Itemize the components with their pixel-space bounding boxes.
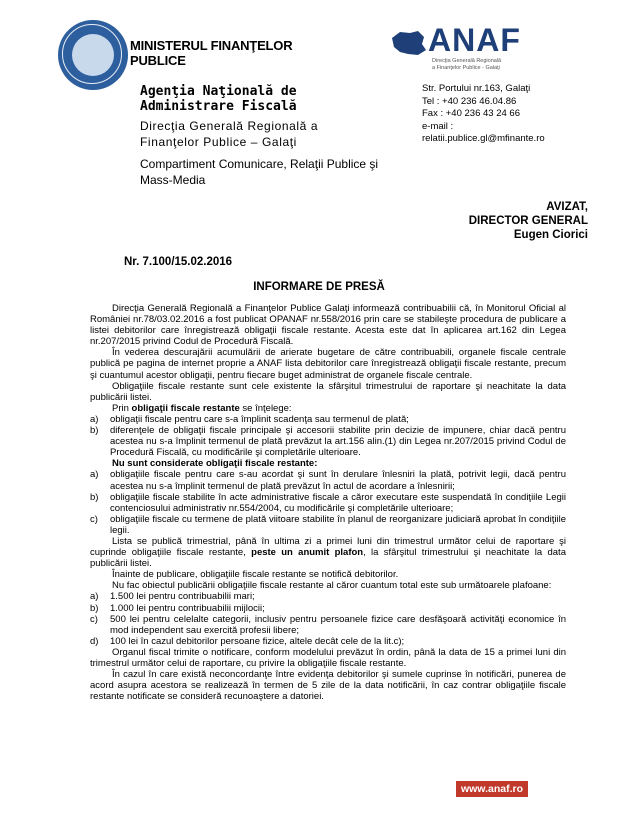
address-email[interactable]: relatii.publice.gl@mfinante.ro [422,133,545,144]
approval-block [428,200,588,242]
document-body [90,303,566,702]
agency-name [140,84,297,114]
ministry-seal-icon [58,20,128,90]
address-street: Str. Portului nr.163, Galaţi [422,83,531,94]
paragraph-3: Obligaţiile fiscale restante sunt cele existente la sfârşitul trimestrului de raportare şi neachitate la data publicării listei. [90,380,566,403]
list-thresholds [90,591,566,646]
paragraph-9: Organul fiscal trimite o notificare, conform modelului prevăzut în ordin, până la data de 15 a primei luni din trimestrul următor celui de raportare, cu privire la obligaţiile fiscale restante. [90,646,566,669]
direction-line-2: Finanţelor Publice – Galaţi [140,135,297,149]
address-phone: Tel : +40 236 46.04.86 [422,95,517,107]
address-email-label: e-mail : [422,120,454,132]
document-title: INFORMARE DE PRESĂ [253,281,385,293]
website-link[interactable]: www.anaf.ro [456,781,528,797]
list-item: b) obligaţiile fiscale stabilite în acte administrative fiscale a căror executare este suspendată în condiţiile Legii contenciosului administrativ nr.554/2004, cu modificările şi completările ulterioare; [90,491,566,514]
ministry-line-2: PUBLICE [130,53,186,68]
list-item: b) diferenţele de obligaţii fiscale principale şi accesorii stabilite prin decizie de impunere, chiar dacă pentru acestea nu s-a împlinit termenul de plată prevăzut la art.156 alin.(1) din Legea nr.207/2015 privind Codul de Procedură Fiscală, cu modificările şi completările ulterioare. [90,425,566,459]
list-exceptions [90,469,566,536]
anaf-subtitle-line-1: Direcţia Generală Regională [432,58,502,64]
list-item: a) obligaţiile fiscale pentru care s-au acordat şi sunt în derulare înlesniri la plată, potrivit legii, dacă pentru acestea nu s-a împlinit termenul de plată prevăzut în actul de acordare a înlesnirii; [90,469,566,492]
regional-direction [140,118,318,150]
paragraph-1: Direcţia Generală Regională a Finanţelor Publice Galaţi informează contribuabilii că, în Monitorul Oficial al României nr.78/03.02.2016 a fost publicat OPANAF nr.558/2016 prin care se stabileşte procedura de publicare a listei debitorilor care înregistrează obligaţii fiscale restante. Acesta este dat în aplicarea art.162 din Legea nr.207/2015 privind Codul de Procedură Fiscală. [90,303,566,348]
ministry-line-1: MINISTERUL FINANŢELOR [130,38,293,53]
anaf-logo-text: ANAF [428,22,521,58]
direction-line-1: Direcţia Generală Regională a [140,119,319,133]
list-item: a) 1.500 lei pentru contribuabilii mari; [90,591,255,603]
list-restante [90,414,566,458]
anaf-logo-subtitle [432,58,501,72]
paragraph-4: Prin obligaţii fiscale restante se înţelege: [112,402,292,414]
address-fax: Fax : +40 236 43 24 66 [422,108,520,119]
paragraph-6: Lista se publică trimestrial, până în ultima zi a primei luni din trimestrul următor celui de raportare şi cuprinde obligaţiile fiscale restante, peste un anumit plafon, la sfârşitul trimestrului şi neachitate la data publicării listei. [90,535,566,570]
approval-name: Eugen Ciorici [513,229,588,241]
paragraph-2: În vederea descurajării acumulării de arierate bugetare de către contribuabili, organele fiscale centrale publică pe pagina de internet proprie a ANAF lista debitorilor care înregistrează obligaţii fiscale restante, precum şi cuantumul acestor obligaţii, pentru fiecare buget administrat de organele fiscale centrale. [90,347,566,381]
paragraph-10: În cazul în care există neconcordanţe între evidenţa debitorilor şi sumele cuprinse în notificări, punerea de acord asupra acestora se realizează în termen de 5 zile de la data notificării, în caz contrar obligaţiile fiscale restante notificate se consideră recunoaştere a datoriei. [90,669,566,703]
list-item: d) 100 lei în cazul debitorilor persoane fizice, altele decât cele de la lit.c); [90,635,405,647]
department-line-1: Compartiment Comunicare, Relaţii Publice şi [140,157,379,171]
paragraph-7: Înainte de publicare, obligaţiile fiscale restante se notifică debitorilor. [112,569,399,581]
romania-map-icon [388,28,428,58]
list-item: b) 1.000 lei pentru contribuabilii mijlocii; [90,602,265,614]
ministry-name [130,38,292,68]
list-item: c) 500 lei pentru celelalte categorii, inclusiv pentru persoanele fizice care desfăşoară activităţi economice în mod independent sau exercită profesii libere; [90,613,566,636]
agency-line-2: Administrare Fiscală [140,99,297,114]
paragraph-8: Nu fac obiectul publicării obligaţiile fiscale restante al căror cuantum total este sub următoarele plafoane: [112,580,552,592]
agency-line-1: Agenţia Naţională de [140,84,297,99]
document-number: Nr. 7.100/15.02.2016 [124,256,233,268]
department-line-2: Mass-Media [140,173,206,187]
contact-address [422,83,545,146]
approval-line-2: DIRECTOR GENERAL [468,215,588,227]
paragraph-5: Nu sunt considerate obligaţii fiscale restante: [112,458,318,470]
department [140,156,378,188]
approval-line-1: AVIZAT, [546,201,588,213]
list-item: c) obligaţiile fiscale cu termene de plată viitoare stabilite în planul de reorganizare judiciară aprobat în condiţiile legii. [90,513,566,536]
list-item: a) obligaţii fiscale pentru care s-a împlinit scadenţa sau termenul de plată; [90,413,409,425]
anaf-subtitle-line-2: a Finanţelor Publice - Galaţi [432,65,500,71]
